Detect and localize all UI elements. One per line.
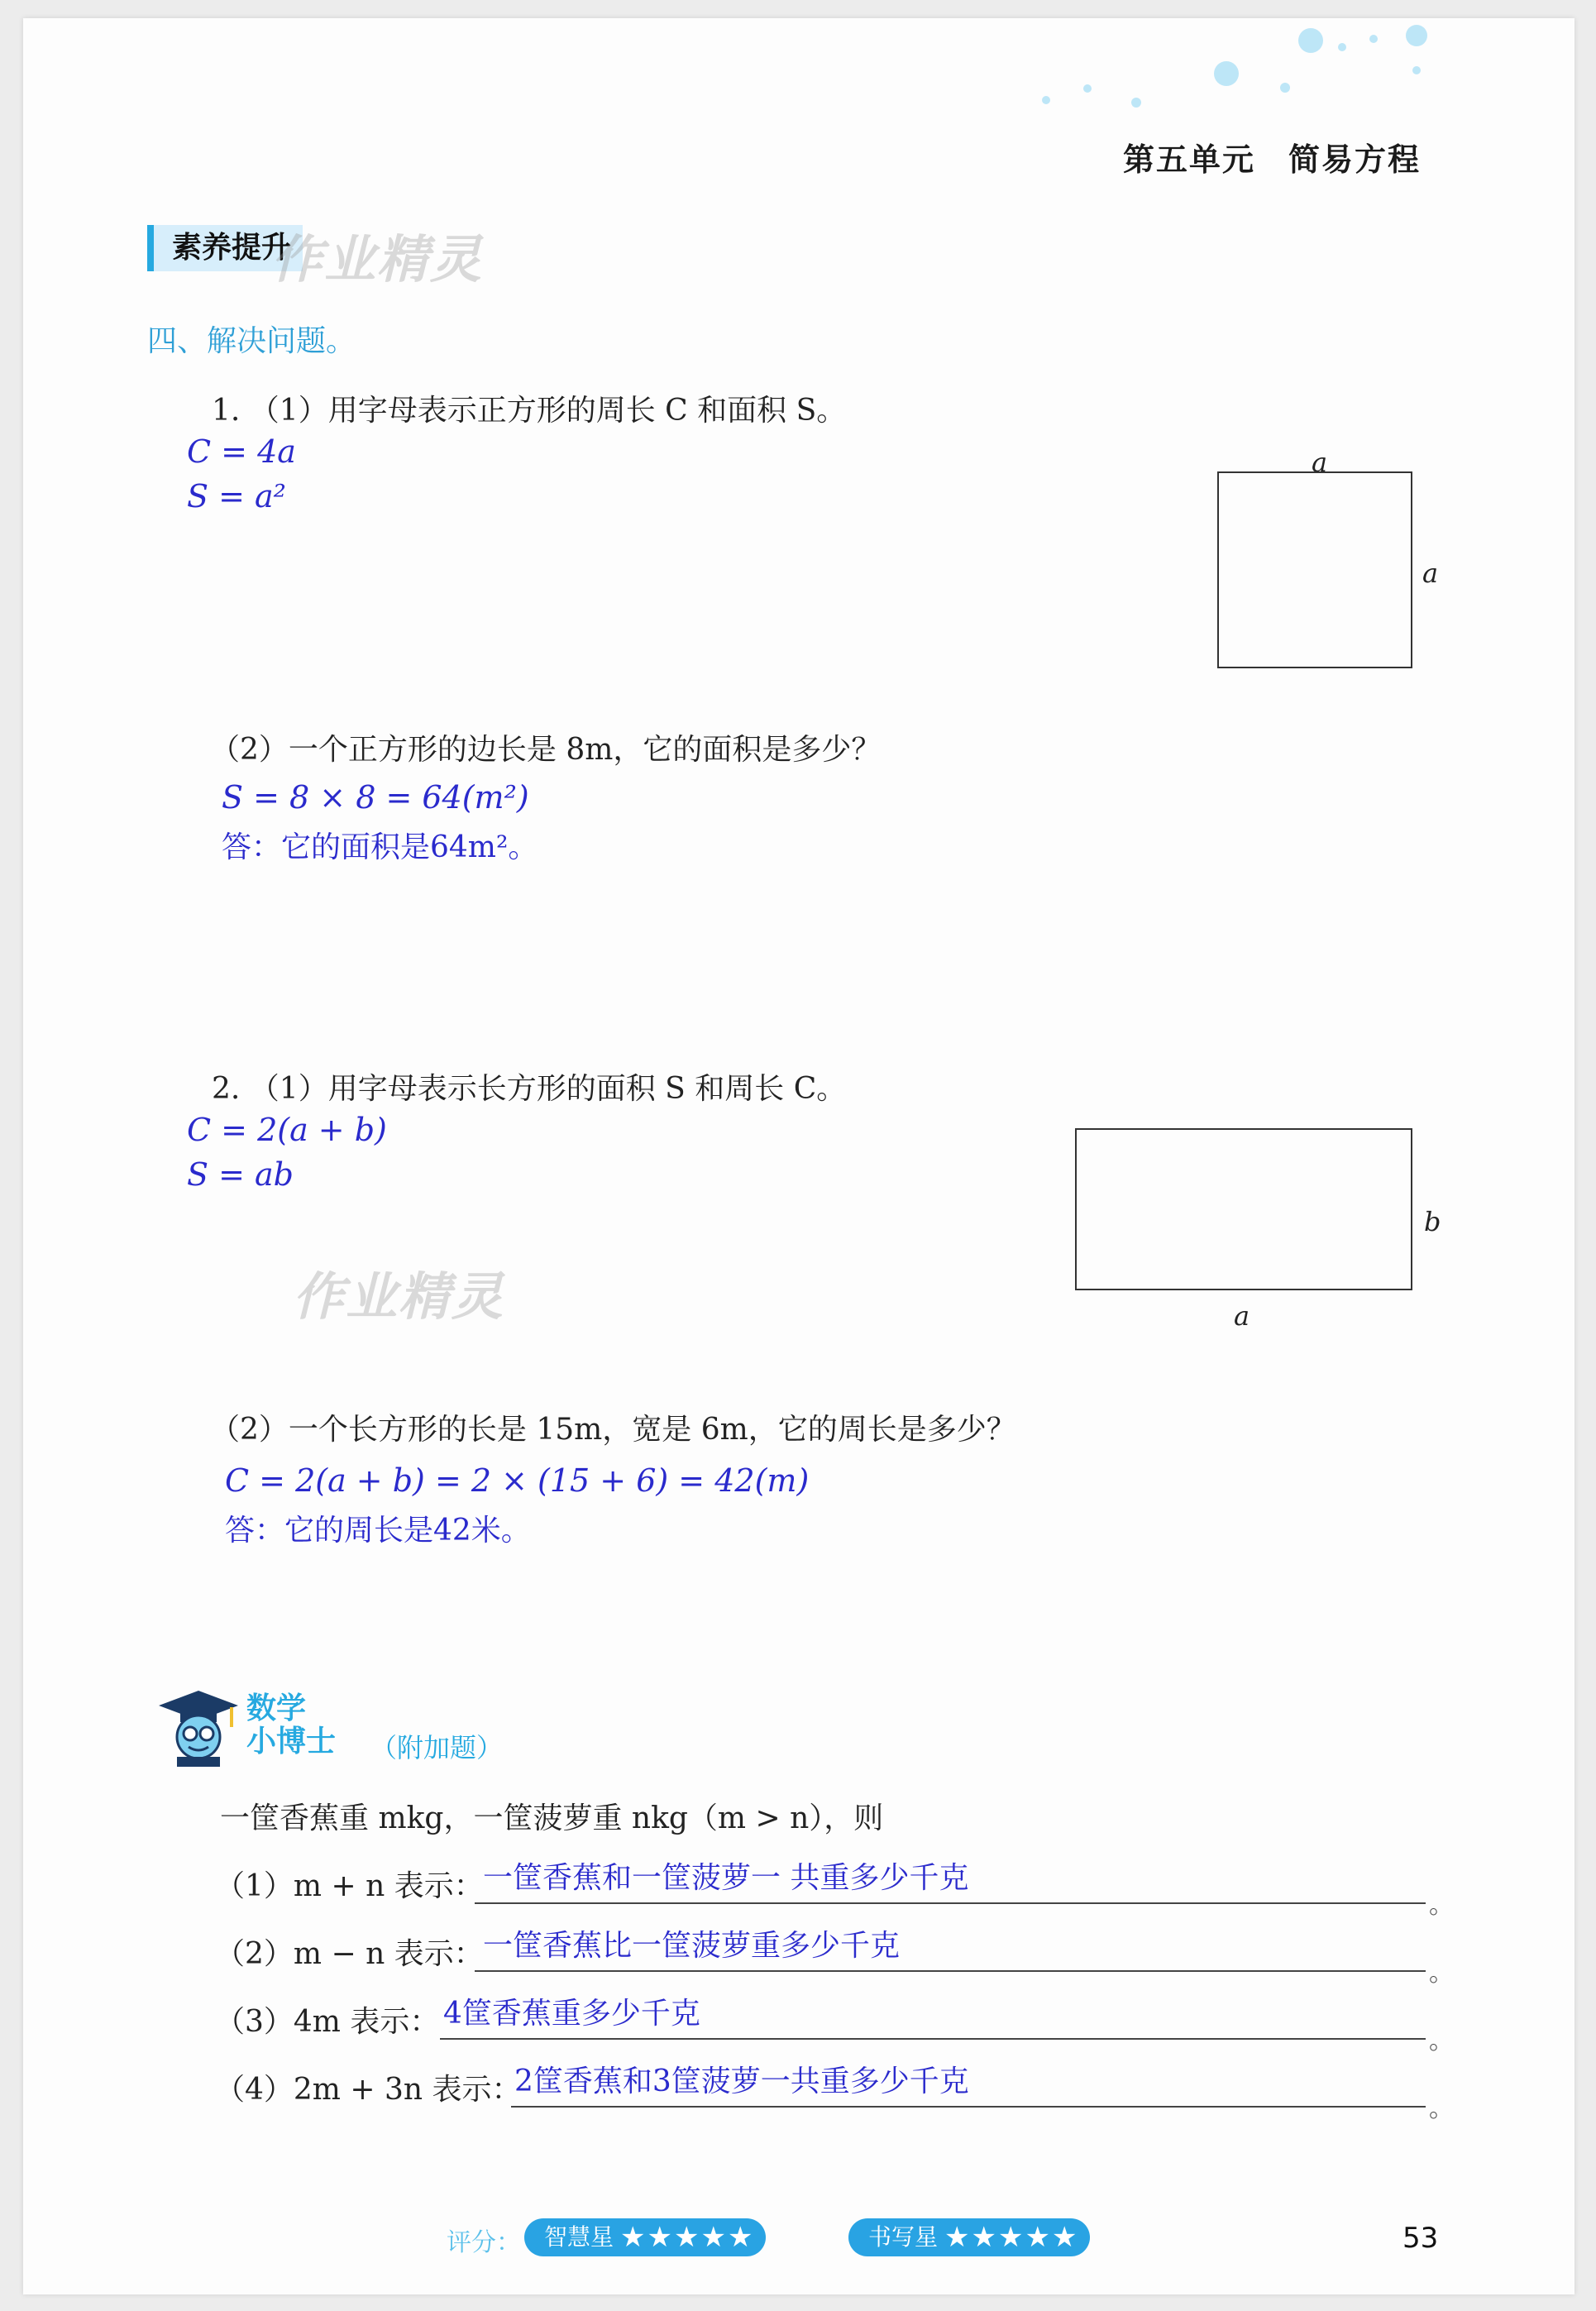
bonus-note: （附加题）: [370, 1732, 504, 1763]
bonus-item-3-label: （3）4m 表示：: [215, 2005, 440, 2039]
writing-star-label: 书写星: [868, 2223, 939, 2251]
watermark-middle: 作业精灵: [293, 1266, 505, 1327]
problem1-part2-answer: S = 8 × 8 = 64(m²): [222, 779, 529, 816]
problem2-part2-reply: 答：它的周长是42米。: [225, 1514, 531, 1548]
decor-bubble: [1214, 61, 1239, 86]
writing-stars-icon: ★★★★★: [944, 2221, 1079, 2254]
wisdom-star-label: 智慧星: [544, 2223, 614, 2251]
bonus-title: [246, 1692, 336, 1758]
bonus-title-line1: 数学: [246, 1691, 307, 1725]
problem2-part2-prompt: （2）一个长方形的长是 15m，宽是 6m，它的周长是多少？: [210, 1413, 1016, 1447]
bonus-item-4-label: （4）2m + 3n 表示：: [215, 2073, 522, 2107]
problem1-answer-area: S = a²: [187, 478, 286, 514]
bonus-item-2-end: 。: [1429, 1959, 1454, 1988]
bonus-item-3-end: 。: [1429, 2026, 1454, 2055]
bonus-item-4-answer: 2筐香蕉和3筐菠萝一共重多少千克: [514, 2065, 969, 2098]
problem2-prompt: 2. （1）用字母表示长方形的面积 S 和周长 C。: [212, 1072, 847, 1106]
bonus-title-line2: 小博士: [246, 1725, 337, 1758]
unit-label: 第五单元: [1123, 141, 1256, 178]
decor-bubble: [1042, 96, 1050, 104]
page-number: 53: [1402, 2222, 1439, 2255]
decor-bubble: [1131, 98, 1141, 108]
problem1-answer-perimeter: C = 4a: [187, 433, 296, 470]
bonus-item-2-label: （2）m − n 表示：: [215, 1937, 484, 1971]
problem2-part2-answer: C = 2(a + b) = 2 × (15 + 6) = 42(m): [225, 1462, 810, 1499]
square-side-top-label: a: [1312, 447, 1328, 478]
chapter-label: 简易方程: [1288, 141, 1422, 178]
bonus-item-2-answer: 一筐香蕉比一筐菠萝重多少千克: [483, 1929, 901, 1963]
decor-bubble: [1369, 35, 1378, 43]
decor-bubble: [1406, 25, 1427, 46]
decor-bubble: [1338, 43, 1346, 51]
section-heading: 四、解决问题。: [147, 324, 356, 358]
problem1-part2-prompt: （2）一个正方形的边长是 8m，它的面积是多少？: [210, 733, 882, 767]
square-side-right-label: a: [1422, 557, 1439, 589]
workbook-page: [23, 18, 1574, 2294]
problem1-part2-reply: 答：它的面积是64m²。: [222, 830, 538, 864]
problem2-answer-area: S = ab: [187, 1156, 294, 1193]
problem2-answer-perimeter: C = 2(a + b): [187, 1112, 387, 1148]
bonus-item-1-label: （1）m + n 表示：: [215, 1869, 484, 1903]
rectangle-side-bottom-label: a: [1234, 1300, 1250, 1332]
decor-bubble: [1280, 83, 1290, 93]
chapter-header: [1123, 134, 1421, 179]
professor-mascot-icon: [152, 1687, 243, 1767]
decor-bubble: [1412, 66, 1421, 74]
bonus-item-3-answer: 4筐香蕉重多少千克: [443, 1997, 700, 2031]
watermark-top: 作业精灵: [271, 229, 484, 289]
bonus-item-1-end: 。: [1429, 1891, 1454, 1920]
square-diagram: [1217, 471, 1412, 668]
decor-bubble: [1083, 84, 1092, 93]
wisdom-star-rating: [524, 2218, 766, 2256]
bonus-item-4-end: 。: [1429, 2094, 1454, 2123]
section-tag: 素养提升: [147, 225, 303, 271]
bonus-item-1-answer: 一筐香蕉和一筐菠萝一 共重多少千克: [483, 1861, 969, 1895]
rectangle-side-right-label: b: [1424, 1206, 1441, 1237]
writing-star-rating: [848, 2218, 1090, 2256]
score-label: 评分：: [447, 2228, 521, 2257]
wisdom-stars-icon: ★★★★★: [620, 2221, 755, 2254]
bonus-intro: 一筐香蕉重 mkg，一筐菠萝重 nkg（m > n），则: [220, 1801, 884, 1835]
rectangle-diagram: [1075, 1128, 1412, 1290]
problem1-prompt: 1. （1）用字母表示正方形的周长 C 和面积 S。: [212, 394, 847, 428]
decor-bubble: [1298, 28, 1323, 53]
